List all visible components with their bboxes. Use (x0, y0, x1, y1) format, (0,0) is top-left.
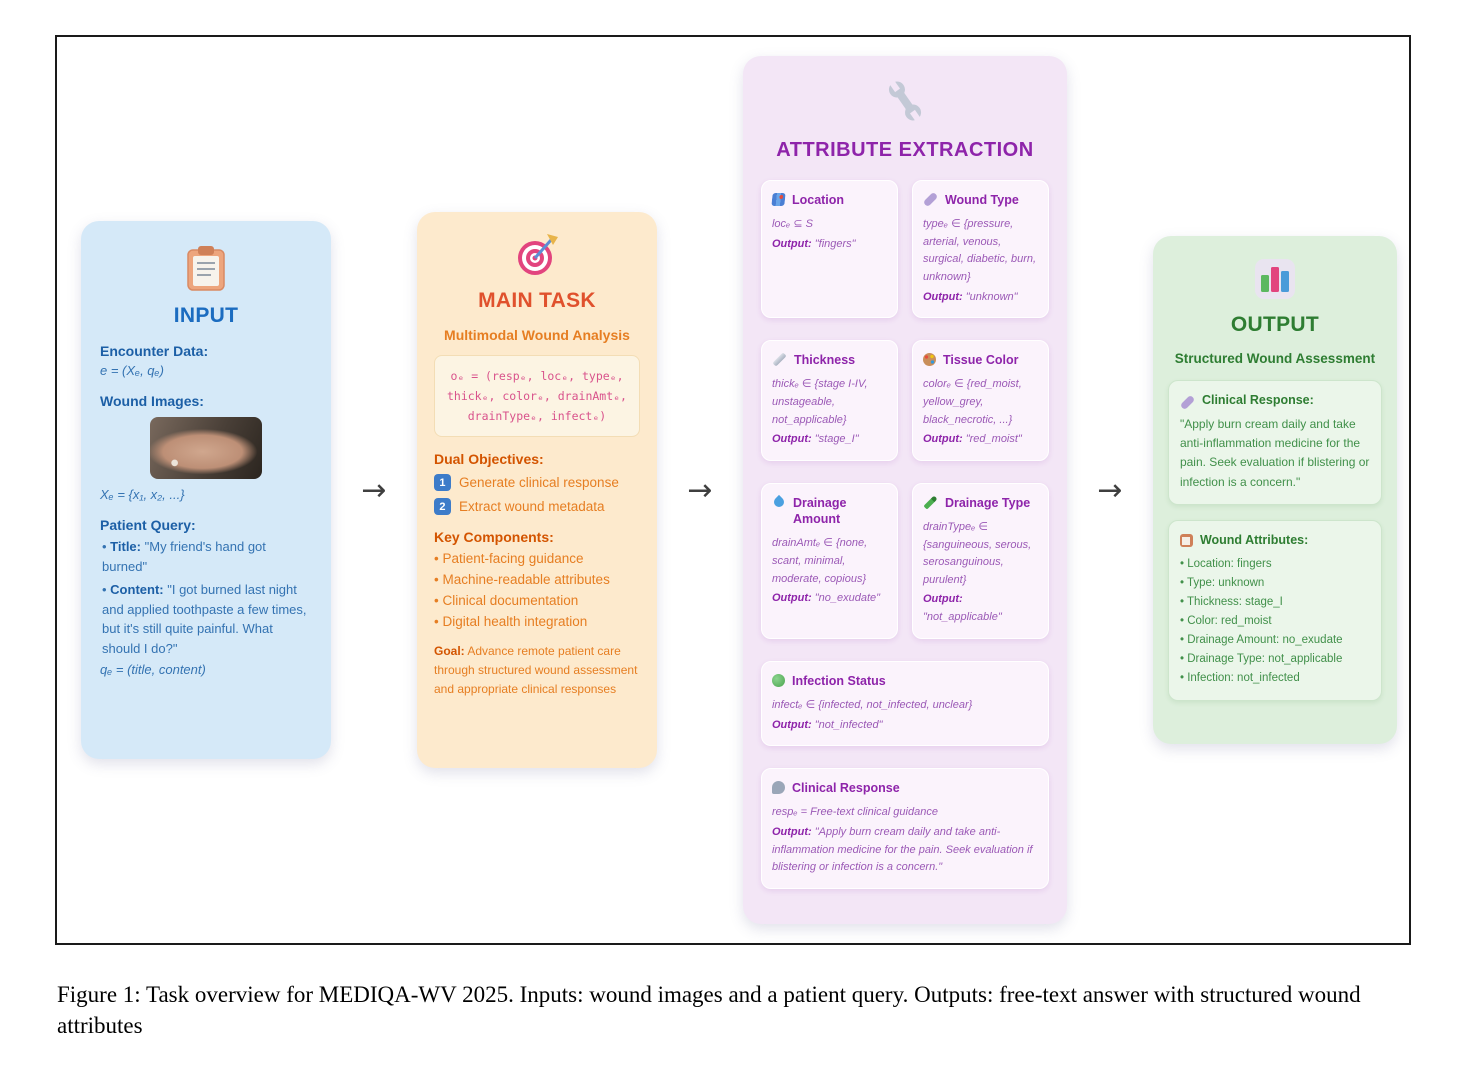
attr-card-formula: typeₑ ∈ {pressure, arterial, venous, surgical, diabetic, burn, unknown} (922, 218, 1037, 284)
goal-label: Goal: (433, 644, 465, 659)
goal-body: Advance remote patient care through structured wound assessment and appropriate clinical responses (433, 644, 638, 696)
figure-frame (55, 35, 1411, 945)
objective-item (434, 474, 640, 491)
attr-card-title: Drainage Amount (792, 495, 847, 527)
attr-card-formula: drainAmtₑ ∈ {none, scant, minimal, moderate, copious} (771, 537, 868, 585)
attr-card-drainage-amount (761, 483, 898, 639)
attr-card-location (761, 180, 898, 318)
attr-card-formula: infectₑ ∈ {infected, not_infected, unclear} (771, 698, 973, 711)
pen-icon (923, 495, 937, 509)
attribute-extraction-title: ATTRIBUTE EXTRACTION (776, 139, 1034, 161)
attr-card-drainage-type (912, 483, 1049, 639)
attribute-extraction-panel (743, 56, 1067, 924)
attr-card-thickness (761, 340, 898, 461)
wound-attribute-item: • Type: unknown (1180, 574, 1370, 593)
output-label: Output: (771, 237, 812, 250)
attr-card-output: "Apply burn cream daily and take anti-inflammation medicine for the pain. Seek evaluation if blistering or infection is a concern." (771, 825, 1033, 874)
attr-card-title: Drainage Type (944, 495, 1031, 510)
clinical-response-text: "Apply burn cream daily and take anti-inflammation medicine for the pain. Seek evaluation if blistering or infection is a concern." (1179, 417, 1370, 489)
wound-attribute-item: • Drainage Type: not_applicable (1180, 650, 1370, 669)
dual-objectives-label: Dual Objectives: (433, 451, 544, 468)
wound-attributes-label: Wound Attributes: (1199, 532, 1309, 547)
component-item: • Digital health integration (434, 614, 640, 629)
attr-card-output: "no_exudate" (814, 592, 881, 605)
attr-card-output: "unknown" (965, 290, 1018, 303)
wound-attribute-item: • Drainage Amount: no_exudate (1180, 631, 1370, 650)
wound-images-formula: Xₑ = {x₁, x₂, ...} (100, 487, 185, 502)
main-task-title: MAIN TASK (478, 289, 596, 312)
key-components-label: Key Components: (433, 529, 554, 546)
clipboard-small-icon (1180, 534, 1193, 547)
output-label: Output: (771, 718, 812, 731)
attr-card-formula: thickₑ ∈ {stage I-IV, unstageable, not_applicable} (771, 378, 868, 426)
output-label: Output: (771, 433, 812, 446)
clipboard-icon (100, 245, 312, 298)
attr-card-output: "red_moist" (965, 433, 1022, 446)
output-subtitle: Structured Wound Assessment (1174, 351, 1376, 366)
output-panel-title: OUTPUT (1230, 313, 1320, 336)
attr-card-formula: colorₑ ∈ {red_moist, yellow_grey, black_necrotic, ...} (922, 378, 1022, 426)
keycap-2-icon: 2 (434, 498, 451, 515)
clinical-response-label: Clinical Response: (1201, 393, 1314, 407)
query-content-item (100, 580, 312, 658)
output-wound-attributes-card (1168, 520, 1382, 701)
output-clinical-response-card (1168, 380, 1382, 505)
output-tuple-formula: oₑ = (respₑ, locₑ, typeₑ, thickₑ, colorₑ, drainAmtₑ, drainTypeₑ, infectₑ) (434, 355, 640, 437)
output-label: Output: (922, 433, 963, 446)
goal-text (434, 642, 640, 698)
attr-card-title: Location (791, 193, 845, 207)
wound-attribute-item: • Location: fingers (1180, 555, 1370, 574)
output-label: Output: (922, 593, 963, 606)
attr-card-clinical-response (761, 768, 1049, 889)
palette-icon (923, 353, 936, 366)
wound-images-label: Wound Images: (100, 393, 204, 409)
attr-card-title: Thickness (793, 353, 856, 368)
query-title-text: "My friend's hand got burned" (102, 539, 266, 574)
attr-card-tissue-color (912, 340, 1049, 461)
attr-card-output: "fingers" (814, 237, 856, 250)
bar-chart-icon (1168, 256, 1382, 307)
wound-attribute-item: • Thickness: stage_I (1180, 593, 1370, 612)
main-task-panel (417, 212, 657, 768)
attr-card-formula: drainTypeₑ ∈ {sanguineous, serous, serosanguinous, purulent} (922, 521, 1032, 586)
bandage-icon (1180, 394, 1196, 410)
output-label: Output: (771, 592, 812, 605)
attr-card-infection-status (761, 661, 1049, 746)
attr-card-title: Wound Type (944, 193, 1019, 207)
output-label: Output: (922, 290, 963, 303)
input-panel-title: INPUT (173, 304, 239, 327)
component-item: • Patient-facing guidance (434, 551, 640, 566)
wound-attribute-item: • Infection: not_infected (1180, 669, 1370, 688)
objective-2-text: Extract wound metadata (458, 499, 605, 515)
target-dart-icon (434, 232, 640, 283)
wound-photo (150, 417, 262, 479)
wrench-icon (761, 78, 1049, 129)
droplet-icon (772, 495, 786, 509)
keycap-1-icon: 1 (434, 474, 451, 491)
attr-card-formula: locₑ ⊆ S (771, 218, 813, 231)
input-panel (81, 221, 331, 759)
encounter-formula: e = (Xₑ, qₑ) (100, 363, 164, 378)
attr-card-title: Clinical Response (791, 781, 900, 796)
query-content-text: "I got burned last night and applied toothpaste a few times, but it's still quite painful. What should I do?" (102, 582, 307, 656)
output-panel (1153, 236, 1397, 744)
flow-arrow-1: → (361, 472, 387, 508)
flow-arrow-3: → (1097, 472, 1123, 508)
bandage-icon (923, 192, 939, 208)
figure-caption: Figure 1: Task overview for MEDIQA-WV 2025. Inputs: wound images and a patient query. Outputs: free-text answer with structured wound attributes (57, 982, 1361, 1038)
attr-card-title: Infection Status (791, 673, 886, 688)
encounter-data-label: Encounter Data: (100, 343, 209, 359)
attr-card-wound-type (912, 180, 1049, 318)
query-title-item (100, 537, 312, 576)
output-label: Output: (771, 825, 812, 838)
attr-card-output: "stage_I" (814, 433, 859, 446)
attr-card-title: Tissue Color (942, 353, 1019, 368)
query-title-label: Title: (110, 539, 141, 554)
attr-card-formula: respₑ = Free-text clinical guidance (771, 806, 938, 819)
location-map-icon (771, 193, 785, 206)
attribute-cards-grid (761, 180, 1049, 889)
ruler-icon (772, 353, 786, 367)
attr-card-output: "not_infected" (814, 718, 883, 731)
speech-bubble-icon (772, 781, 785, 794)
query-content-label: Content: (110, 582, 164, 597)
component-item: • Clinical documentation (434, 593, 640, 608)
query-formula: qₑ = (title, content) (100, 662, 206, 677)
objective-item (434, 498, 640, 515)
component-item: • Machine-readable attributes (434, 572, 640, 587)
main-task-subtitle: Multimodal Wound Analysis (444, 327, 630, 343)
microbe-icon (772, 674, 785, 687)
wound-attribute-item: • Color: red_moist (1180, 612, 1370, 631)
patient-query-label: Patient Query: (100, 517, 196, 533)
attr-card-output: "not_applicable" (922, 611, 1002, 624)
objective-1-text: Generate clinical response (458, 475, 619, 491)
flow-arrow-2: → (687, 472, 713, 508)
